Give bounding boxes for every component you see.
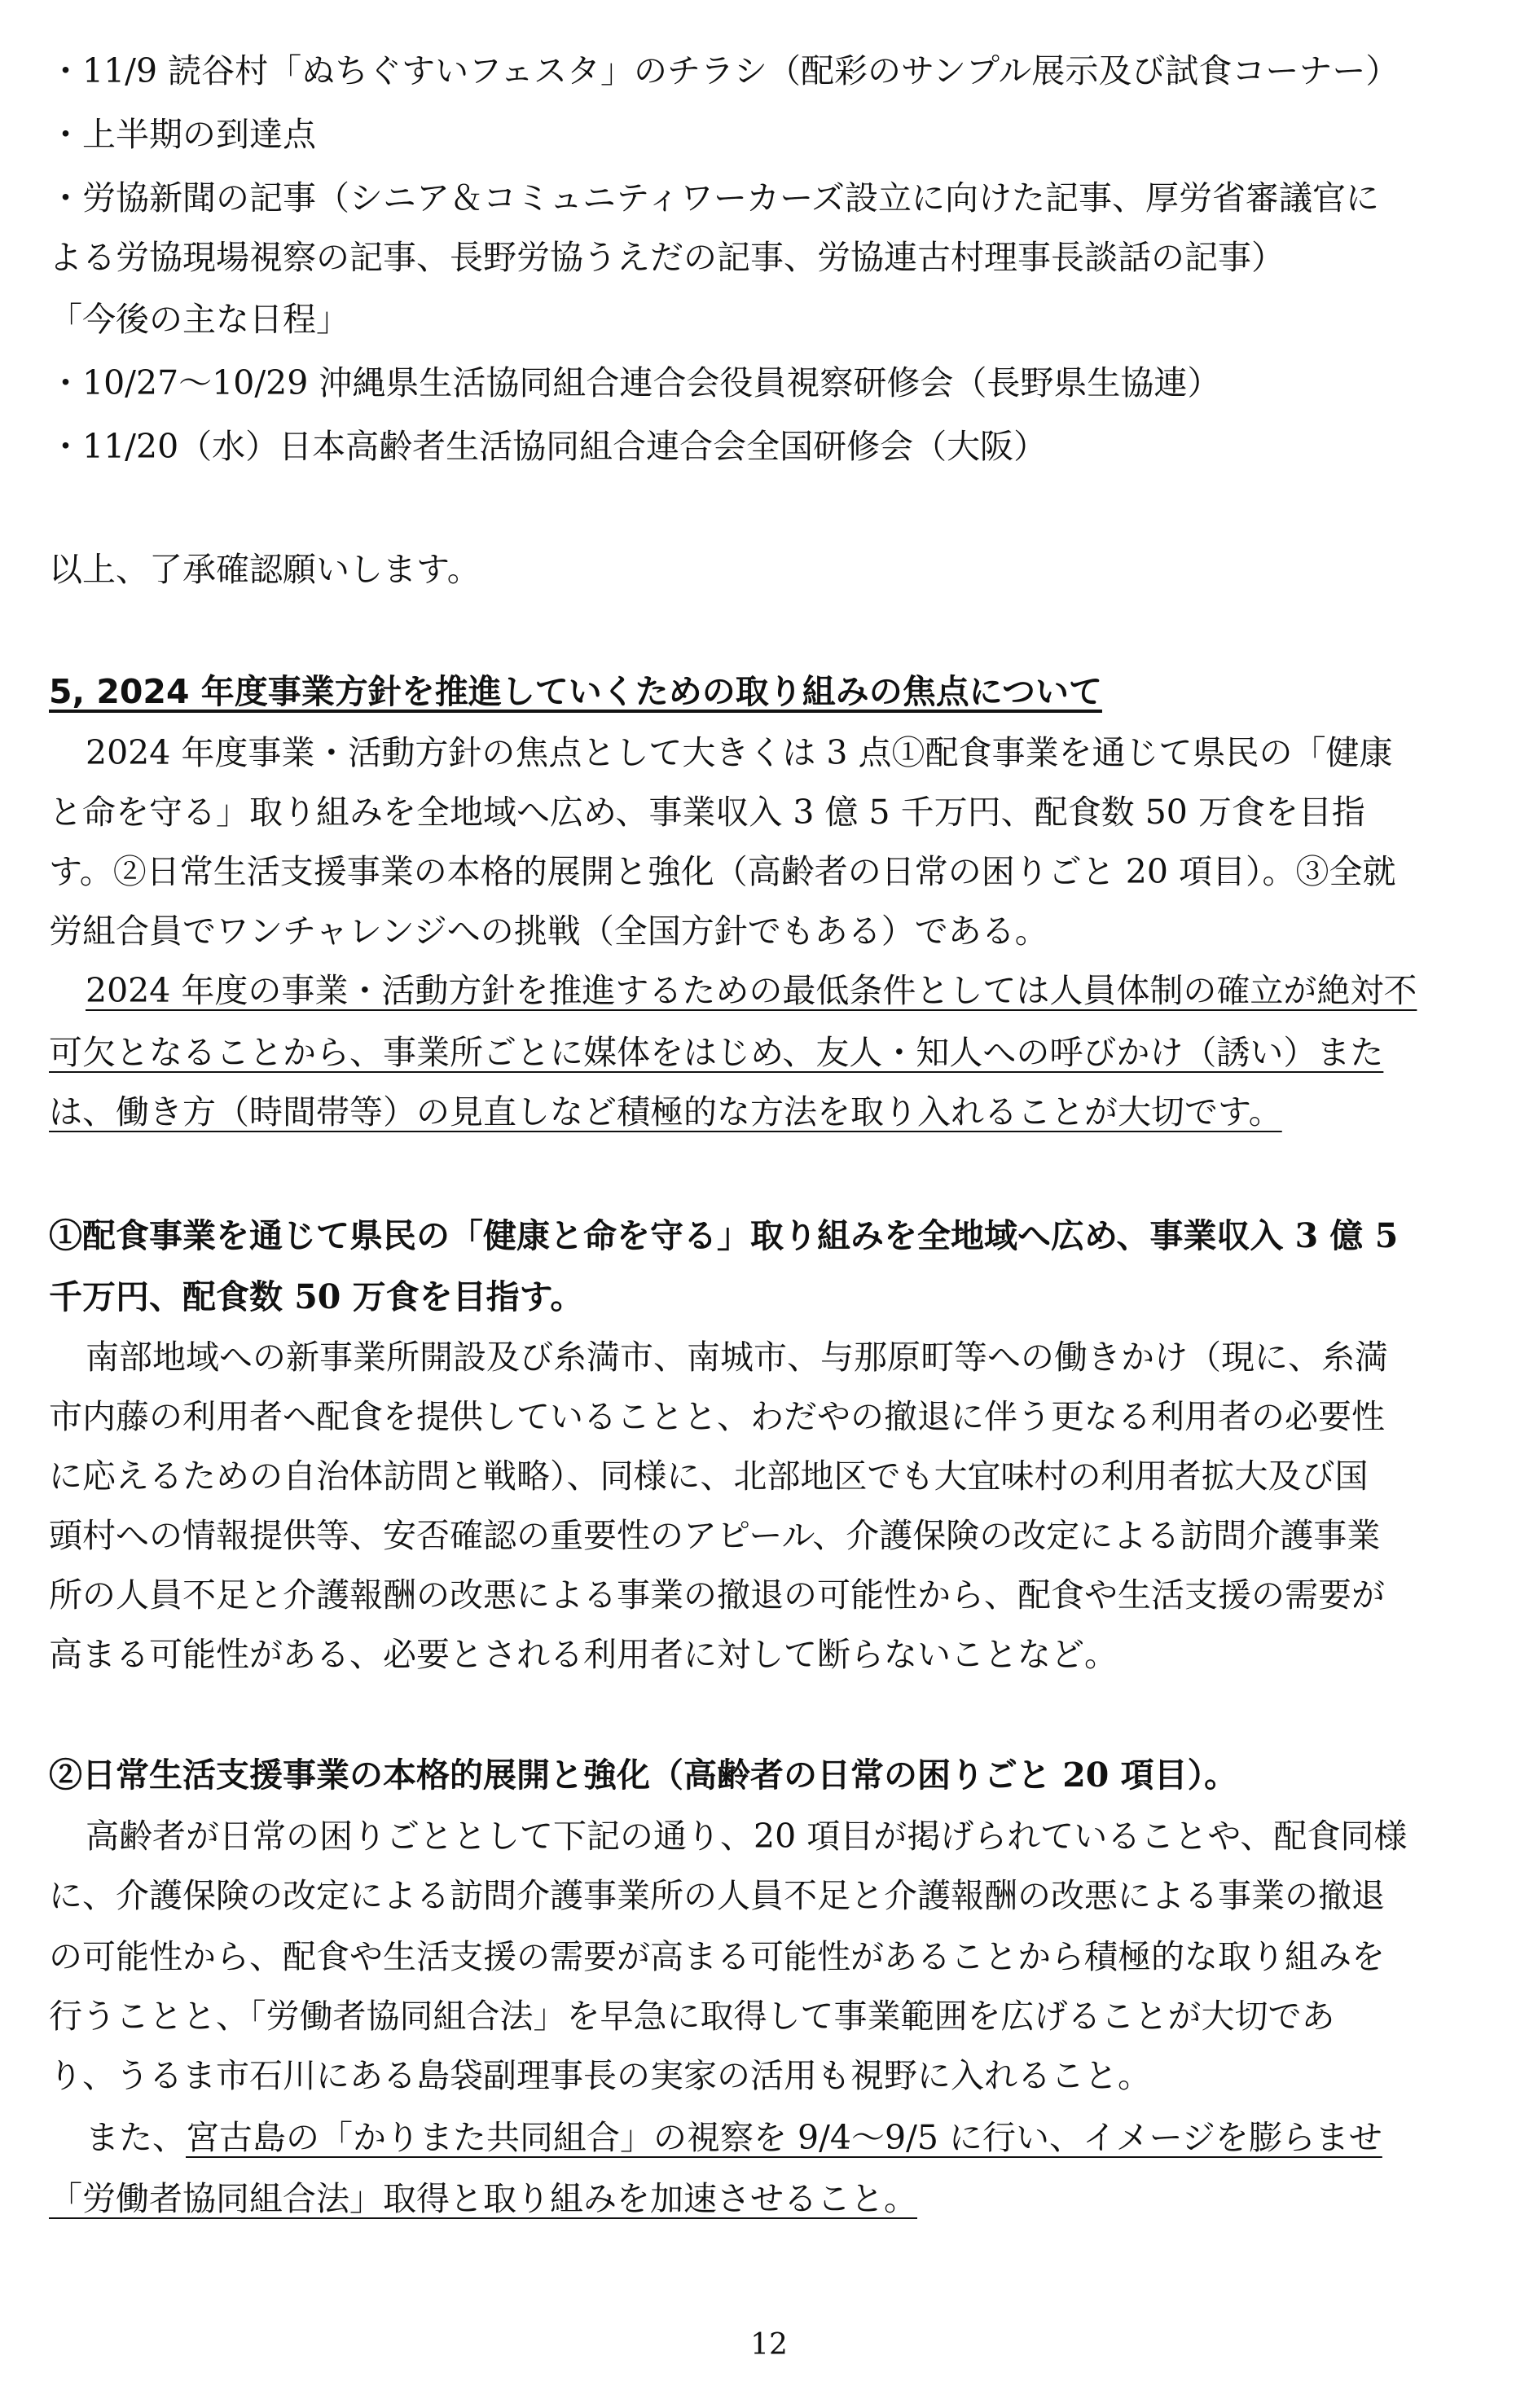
list-item: ・上半期の到達点 (49, 115, 316, 154)
paragraph-line: 労組合員でワンチャレンジへの挑戦（全国方針でもある）である。 (49, 912, 1048, 951)
underlined-paragraph-line: 可欠となることから、事業所ごとに媒体をはじめ、友人・知人への呼びかけ（誘い）また (49, 1033, 1384, 1072)
list-item-continuation: よる労協現場視察の記事、長野労協うえだの記事、労協連古村理事長談話の記事） (49, 238, 1285, 277)
paragraph-line: 高まる可能性がある、必要とされる利用者に対して断らないことなど。 (49, 1635, 1118, 1674)
paragraph-prefix: また、 (86, 2118, 186, 2157)
section-heading: 5, 2024 年度事業方針を推進していくための取り組みの焦点について (49, 672, 1102, 711)
list-item: ・11/20（水）日本高齢者生活協同組合連合会全国研修会（大阪） (49, 427, 1048, 466)
list-item: ・10/27～10/29 沖縄県生活協同組合連合会役員視察研修会（長野県生協連） (49, 363, 1221, 402)
paragraph-line: す。②日常生活支援事業の本格的展開と強化（高齢者の日常の困りごと 20 項目）。③全就 (49, 852, 1396, 891)
underlined-paragraph-line: 宮古島の「かりまた共同組合」の視察を 9/4～9/5 に行い、イメージを膨らませ (186, 2118, 1382, 2157)
item1-title: ①配食事業を通じて県民の「健康と命を守る」取り組みを全地域へ広め、事業収入 3 億 5 (49, 1216, 1399, 1255)
closing-text: 以上、了承確認願いします。 (49, 550, 481, 589)
paragraph-line: の可能性から、配食や生活支援の需要が高まる可能性があることから積極的な取り組みを (49, 1937, 1385, 1976)
paragraph-line: と命を守る」取り組みを全地域へ広め、事業収入 3 億 5 千万円、配食数 50 万食を目指 (49, 793, 1365, 832)
paragraph-line: 頭村への情報提供等、安否確認の重要性のアピール、介護保険の改定による訪問介護事業 (49, 1516, 1381, 1555)
paragraph-line: に応えるための自治体訪問と戦略）、同様に、北部地区でも大宜味村の利用者拡大及び国 (49, 1457, 1369, 1496)
paragraph-line: 行うことと、「労働者協同組合法」を早急に取得して事業範囲を広げることが大切であ (49, 1997, 1335, 2036)
paragraph-line: 高齢者が日常の困りごととして下記の通り、20 項目が掲げられていることや、配食同様 (86, 1817, 1408, 1856)
paragraph-line: 市内藤の利用者へ配食を提供していることと、わだやの撤退に伴う更なる利用者の必要性 (49, 1397, 1385, 1436)
paragraph-line: 所の人員不足と介護報酬の改悪による事業の撤退の可能性から、配食や生活支援の需要が (49, 1575, 1385, 1615)
paragraph-line: り、うるま市石川にある島袋副理事長の実家の活用も視野に入れること。 (49, 2056, 1151, 2095)
list-item: ・労協新聞の記事（シニア＆コミュニティワーカーズ設立に向けた記事、厚労省審議官に (49, 178, 1380, 218)
schedule-heading: 「今後の主な日程」 (49, 300, 349, 339)
paragraph-line: 南部地域への新事業所開設及び糸満市、南城市、与那原町等への働きかけ（現に、糸満 (86, 1338, 1388, 1377)
paragraph-line: に、介護保険の改定による訪問介護事業所の人員不足と介護報酬の改悪による事業の撤退 (49, 1876, 1385, 1915)
item1-title: 千万円、配食数 50 万食を目指す。 (49, 1277, 584, 1316)
page-number: 12 (750, 2328, 788, 2362)
item2-title: ②日常生活支援事業の本格的展開と強化（高齢者の日常の困りごと 20 項目）。 (49, 1755, 1238, 1795)
underlined-paragraph-line: 2024 年度の事業・活動方針を推進するための最低条件としては人員体制の確立が絶対不 (86, 971, 1417, 1010)
paragraph-line: 2024 年度事業・活動方針の焦点として大きくは 3 点①配食事業を通じて県民の「健康 (86, 733, 1393, 772)
underlined-paragraph-line: は、働き方（時間帯等）の見直しなど積極的な方法を取り入れることが大切です。 (49, 1092, 1282, 1131)
list-item: ・11/9 読谷村「ぬちぐすいフェスタ」のチラシ（配彩のサンプル展示及び試食コーナー） (49, 51, 1400, 90)
underlined-paragraph-line: 「労働者協同組合法」取得と取り組みを加速させること。 (49, 2179, 917, 2218)
